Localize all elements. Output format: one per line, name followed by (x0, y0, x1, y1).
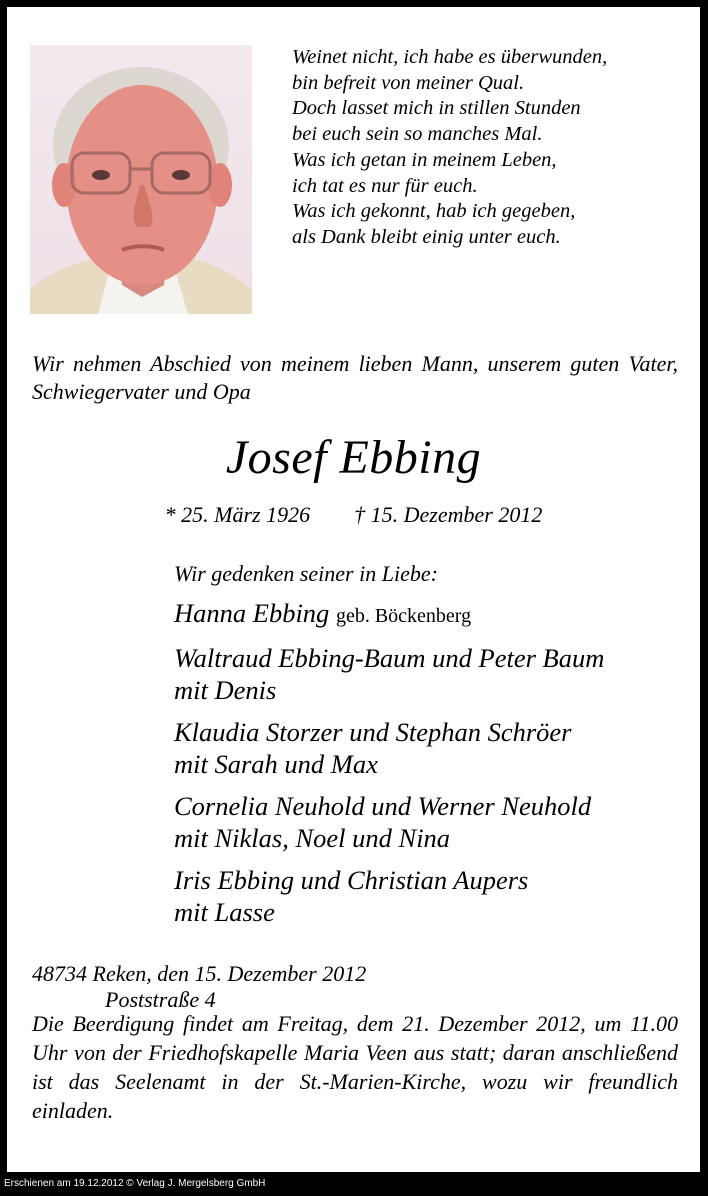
street-address: Poststraße 4 (105, 987, 216, 1012)
poem-line: ich tat es nur für euch. (292, 174, 478, 197)
poem (292, 45, 692, 251)
place-and-date (32, 961, 366, 1013)
city-date: 48734 Reken, den 15. Dezember 2012 (32, 961, 367, 986)
publication-footer: Erschienen am 19.12.2012 © Verlag J. Mergelsberg GmbH (4, 1178, 266, 1189)
mourners-heading: Wir gedenken seiner in Liebe: (174, 561, 438, 586)
mourner-children: mit Denis (174, 675, 277, 705)
poem-line: bei euch sein so manches Mal. (292, 123, 543, 146)
birth-date: * 25. März 1926 (164, 502, 311, 527)
deceased-name: Josef Ebbing (225, 431, 482, 484)
death-date: † 15. Dezember 2012 (354, 502, 543, 527)
mourner-name: Hanna Ebbing (174, 598, 330, 628)
mourners-list (174, 560, 694, 928)
mourner-children: mit Niklas, Noel und Nina (174, 823, 451, 853)
portrait-photo (30, 45, 252, 314)
mourner-names: Iris Ebbing und Christian Aupers (174, 865, 529, 895)
mourner-children: mit Lasse (174, 897, 275, 927)
intro-text: Wir nehmen Abschied von meinem lieben Mann, unserem guten Vater, Schwiegervater und Opa (32, 351, 678, 404)
poem-line: bin befreit von meiner Qual. (292, 71, 525, 94)
mourner-entry (174, 716, 694, 780)
mourner-names: Waltraud Ebbing-Baum und Peter Baum (174, 643, 605, 673)
poem-line: als Dank bleibt einig unter euch. (292, 225, 561, 248)
mourner-entry (174, 864, 694, 928)
mourner-entry (174, 642, 694, 706)
obituary-card (7, 7, 700, 1172)
mourner-entry (174, 597, 694, 632)
mourner-entry (174, 790, 694, 854)
maiden-name: geb. Böckenberg (335, 605, 472, 627)
poem-line: Was ich gekonnt, hab ich gegeben, (292, 200, 576, 223)
poem-line: Doch lasset mich in stillen Stunden (292, 97, 581, 120)
mourner-names: Cornelia Neuhold und Werner Neuhold (174, 791, 592, 821)
poem-line: Was ich getan in meinem Leben, (292, 148, 557, 171)
mourner-names: Klaudia Storzer und Stephan Schröer (174, 717, 572, 747)
life-dates (7, 501, 700, 529)
mourner-children: mit Sarah und Max (174, 749, 378, 779)
funeral-notice: Die Beerdigung findet am Freitag, dem 21. Dezember 2012, um 11.00 Uhr von der Friedhofskapelle Maria Veen aus statt; daran anschließend ist das Seelenamt in der St.-Marien-Kirche, wozu wir freundlich einladen. (32, 1011, 678, 1123)
poem-line: Weinet nicht, ich habe es überwunden, (292, 46, 608, 68)
